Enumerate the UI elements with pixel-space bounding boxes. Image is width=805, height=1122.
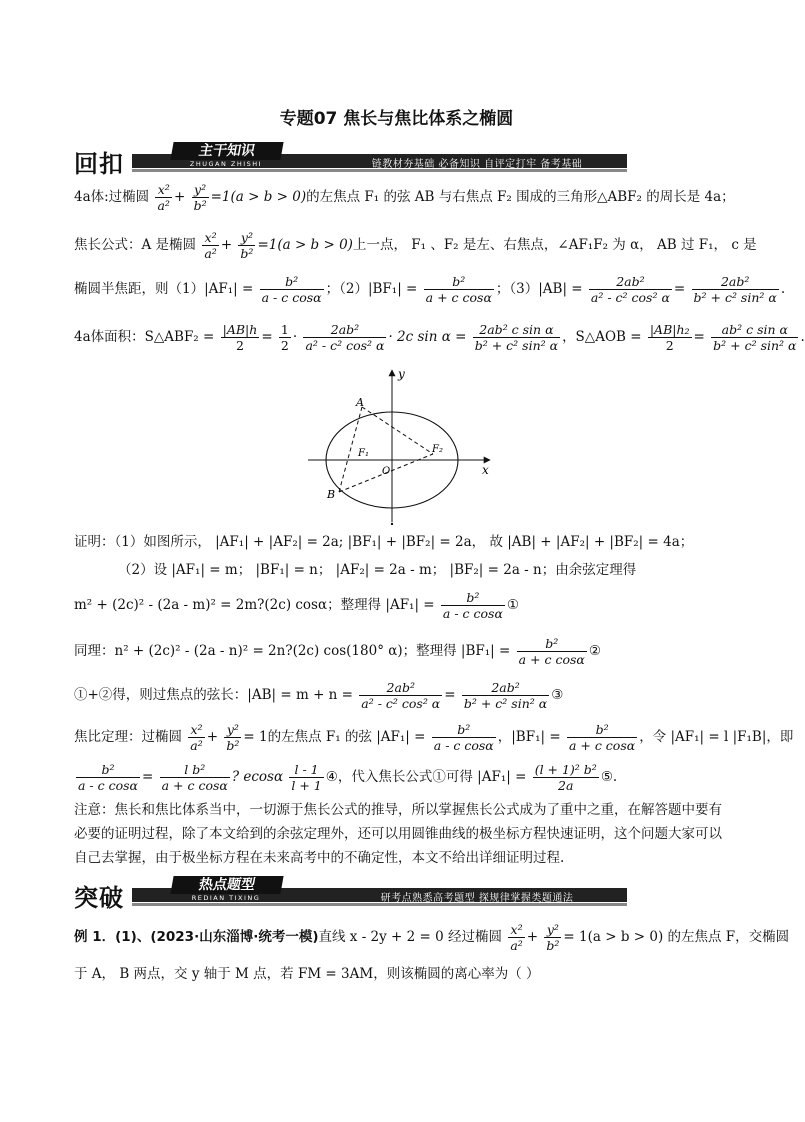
text: 4a体:过椭圆 — [74, 189, 150, 205]
num: y² — [192, 182, 209, 198]
text: ① — [506, 597, 520, 613]
text: 焦长公式：A 是椭圆 — [74, 237, 197, 253]
den: a² — [510, 938, 523, 953]
banner-big-text: 突破 — [74, 884, 124, 912]
dot — [391, 523, 393, 525]
num: l b² — [160, 762, 230, 778]
den: b² — [240, 246, 254, 261]
den: a - c cosα — [78, 778, 138, 793]
fraction — [221, 322, 260, 353]
paragraph-formulas: 椭圆半焦距，则（1）|AF₁| = $\frac{\text{b²}}{\text{a - c cosα}}$ ；（2）|BF₁| = $\frac{\text{b²}}{\text{a + c cosα}}$ ；（3）|AB| = $\frac{\text{2ab²}}{\text{a² - c² cos² α}}$ = $\frac{\text{2ab²}}{\text{b² + c² sin² α}}$ . — [74, 274, 786, 305]
fraction — [711, 322, 798, 353]
label-F1: F₁ — [358, 448, 369, 459]
fraction — [155, 182, 171, 213]
banner-pinyin: REDIAN TIXING — [191, 894, 261, 902]
fraction — [303, 322, 386, 353]
fraction — [462, 680, 549, 711]
den: b² + c² sin² α — [474, 338, 559, 353]
text: ? ecosα — [231, 769, 284, 785]
den: a² - c² cos² α — [305, 338, 385, 353]
num: b² — [441, 590, 505, 606]
paragraph-4a-body: 4a体:过椭圆 $\frac{\text{x²}}{\text{a²}}$ + $\frac{\text{y²}}{\text{b²}}$ =1(a > b > 0)的左焦点 F₁ 的弦 AB 与右焦点 F₂ 围成的三角形△ABF₂ 的周长是 4a； — [74, 182, 735, 213]
num: (l + 1)² b² — [534, 762, 597, 777]
proof-line-4 — [74, 636, 601, 667]
num: ab² c sin α — [711, 322, 798, 338]
den: b² — [546, 938, 560, 953]
label-x: x — [482, 463, 489, 477]
paragraph-area: 4a体面积：S△ABF₂ = $\frac{|AB|h}{2}$ = $\frac{1}{2}$ · $\frac{\text{2ab²}}{\text{a² - c² cos² α}}$ · 2c sin α = $\frac{\text{2ab² c sin α}}{\text{b² + c² sin² α}}$ ，S△AOB = $\frac{\text{|AB|h₂}}{2}$ = $\frac{\text{ab² c sin α}}{\text{b² + c² sin² α}}$ . — [74, 322, 805, 353]
text: ，令 |AF₁| = l |F₁B|，即 — [639, 729, 794, 745]
num: b² — [517, 636, 587, 652]
fraction — [517, 636, 587, 667]
den: a² - c² cos² α — [590, 290, 670, 305]
proof-line-2: （2）设 |AF₁| = m； |BF₁| = n； |AF₂| = 2a - m； |BF₂| = 2a - n；由余弦定理得 — [118, 562, 637, 578]
text: m² + (2c)² - (2a - m)² = 2m?(2c) cosα；整理得 |AF₁| = — [74, 597, 435, 613]
fraction — [508, 922, 524, 953]
den: a - c cosα — [442, 606, 503, 621]
text: 直线 x - 2y + 2 = 0 经过椭圆 — [318, 929, 503, 945]
example-1-line-2: 于 A， B 两点，交 y 轴于 M 点，若 FM = 3AM，则该椭圆的离心率为（ ） — [74, 966, 540, 982]
example-label: 例 1．(1)、(2023·山东淄博·统考一模) — [74, 929, 319, 945]
fraction — [76, 762, 140, 793]
banner-tag: 主干知识 — [170, 142, 283, 160]
text: 4a体面积：S△ABF₂ = — [74, 329, 215, 345]
den: 2a — [558, 778, 574, 793]
text: 椭圆半焦距，则（1）|AF₁| = — [74, 281, 254, 297]
den: b² + c² sin² α — [713, 338, 797, 353]
num: x² — [155, 182, 171, 198]
text: = 1的左焦点 F₁ 的弦 |AF₁| = — [243, 729, 426, 745]
fraction — [589, 274, 672, 305]
fraction — [432, 722, 496, 753]
text: ；（2）|BF₁| = — [325, 281, 418, 297]
num: 2ab² — [589, 274, 672, 290]
num: b² — [424, 274, 494, 290]
text: ③ — [551, 687, 564, 703]
den: a + c cosα — [518, 652, 585, 667]
num: l - 1 — [289, 762, 323, 778]
num: y² — [224, 722, 241, 738]
fraction — [188, 722, 204, 753]
text: = 1(a > b > 0) 的左焦点 F，交椭圆 — [563, 929, 790, 945]
fraction — [359, 680, 442, 711]
ratio-line-1: 焦比定理：过椭圆 $\frac{\text{x²}}{\text{a²}}$ + $\frac{\text{y²}}{\text{b²}}$ = 1的左焦点 F₁ 的弦 |AF₁| = $\frac{\text{b²}}{\text{a - c cosα}}$ ，|BF₁| = $\frac{\text{b²}}{\text{a + c cosα}}$ ，令 |AF₁| = l |F₁B|，即 — [74, 722, 794, 753]
den: a - c cosα — [433, 738, 494, 753]
label-O: O — [382, 466, 391, 477]
label-A: A — [356, 396, 364, 409]
proof-line-3 — [74, 590, 519, 621]
label-y: y — [398, 367, 405, 381]
fraction — [202, 230, 218, 261]
label-B: B — [327, 488, 336, 501]
num: |AB|h₂ — [649, 322, 690, 337]
den: 2 — [235, 338, 244, 353]
fraction — [441, 590, 505, 621]
text: =1(a > b > 0) — [210, 189, 307, 205]
den: a² — [157, 198, 170, 213]
proof-line-5: ①+②得，则过焦点的弦长：|AB| = m + n = $\frac{\text{2ab²}}{\text{a² - c² cos² α}}$ = $\frac{\text{2ab²}}{\text{b² + c² sin² α}}$ ③ — [74, 680, 564, 711]
fraction — [424, 274, 494, 305]
den: l + 1 — [291, 778, 322, 793]
proof-line-1: 证明：（1）如图所示， |AF₁| + |AF₂| = 2a; |BF₁| + |BF₂| = 2a， 故 |AB| + |AF₂| + |BF₂| = 4a； — [74, 534, 694, 550]
den: a + c cosα — [568, 738, 636, 753]
text: 焦比定理：过椭圆 — [74, 729, 182, 745]
num: y² — [544, 922, 561, 938]
den: b² — [193, 198, 207, 213]
den: b² — [226, 738, 240, 753]
fraction — [648, 322, 692, 353]
text: ，S△AOB = — [562, 329, 642, 345]
den: b² + c² sin² α — [693, 290, 777, 305]
fraction — [279, 322, 291, 353]
example-1-line-1: 例 1．(1)、(2023·山东淄博·统考一模)直线 x - 2y + 2 = 0 经过椭圆 $\frac{\text{x²}}{\text{a²}}$ + $\frac{\text{y²}}{\text{b²}}$ = 1(a > b > 0) 的左焦点 F，交椭圆 — [74, 922, 790, 953]
num: b² — [76, 762, 140, 778]
banner-tag: 热点题型 — [170, 876, 283, 894]
num: y² — [238, 230, 255, 246]
page-title: 专题07 焦长与焦比体系之椭圆 — [279, 109, 514, 129]
text: ④，代入焦长公式①可得 |AF₁| = — [325, 769, 527, 785]
den: a² — [204, 246, 217, 261]
fraction — [544, 922, 561, 953]
section-banner-breakthrough — [72, 877, 627, 912]
fraction — [238, 230, 255, 261]
num: 2ab² — [303, 322, 386, 338]
fraction — [260, 274, 324, 305]
fraction — [224, 722, 241, 753]
num: b² — [567, 722, 637, 738]
text: 同理：n² + (2c)² - (2a - n)² = 2n?(2c) cos(180° α)；整理得 |BF₁| = — [74, 643, 511, 659]
note-paragraph: 注意：焦长和焦比体系当中，一切源于焦长公式的推导，所以掌握焦长公式成为了重中之重，在解答题中要有必要的证明过程，除了本文给到的余弦定理外，还可以用圆锥曲线的极坐标方程快速证明，这个问题大家可以自己去掌握，由于极坐标方程在未来高考中的不确定性，本文不给出详细证明过程. — [74, 802, 722, 866]
num: |AB|h — [222, 322, 258, 337]
fraction — [533, 762, 599, 793]
banner-pinyin: ZHUGAN ZHISHI — [189, 160, 263, 168]
text: 的左焦点 F₁ 的弦 AB 与右焦点 F₂ 围成的三角形△ABF₂ 的周长是 4a； — [306, 189, 735, 205]
section-banner-review — [72, 143, 627, 178]
num: 2ab² — [462, 680, 549, 696]
text: . — [780, 281, 786, 297]
text: 上一点， F₁ 、F₂ 是左、右焦点，∠AF₁F₂ 为 α， AB 过 F₁， c 是 — [352, 237, 757, 253]
den: 2 — [280, 338, 289, 353]
text: =1(a > b > 0) — [257, 237, 353, 253]
text: . — [800, 329, 805, 345]
den: a + c cosα — [425, 290, 492, 305]
num: b² — [432, 722, 496, 738]
num: b² — [260, 274, 324, 290]
den: a - c cosα — [261, 290, 322, 305]
banner-big-text: 回扣 — [74, 150, 124, 178]
fraction — [192, 182, 209, 213]
text: ，|BF₁| = — [497, 729, 561, 745]
num: 2ab² — [359, 680, 442, 696]
text: ①+②得，则过焦点的弦长：|AB| = m + n = — [74, 687, 353, 703]
banner-slogan: 链教材夯基础 必备知识 自评定打牢 备考基础 — [371, 159, 583, 170]
den: a² — [190, 738, 203, 753]
num: x² — [202, 230, 218, 246]
text: · 2c sin α = — [388, 329, 467, 345]
num: 1 — [280, 322, 289, 337]
num: 2ab² — [692, 274, 779, 290]
fraction — [160, 762, 230, 793]
den: a² - c² cos² α — [361, 696, 441, 711]
den: a + c cosα — [161, 778, 228, 793]
den: b² + c² sin² α — [463, 696, 548, 711]
den: 2 — [665, 338, 674, 353]
ratio-line-2: $\frac{\text{b²}}{\text{a - c cosα}}$ = $\frac{\text{l b²}}{\text{a + c cosα}}$ ? ecosα $\frac{l - 1}{l + 1}$ ④，代入焦长公式①可得 |AF₁| = $\frac{\text{(l + 1)² b²}}{2a}$ ⑤. — [78, 762, 618, 793]
num: x² — [508, 922, 524, 938]
paragraph-focal-length: 焦长公式：A 是椭圆 $\frac{\text{x²}}{\text{a²}}$ + $\frac{\text{y²}}{\text{b²}}$ =1(a > b > 0)上一点， F₁ 、F₂ 是左、右焦点，∠AF₁F₂ 为 α， AB 过 F₁， c 是 — [74, 230, 757, 261]
num: x² — [188, 722, 204, 738]
fraction — [473, 322, 560, 353]
fraction — [567, 722, 637, 753]
text: ⑤. — [600, 769, 618, 785]
num: 2ab² c sin α — [473, 322, 560, 338]
ellipse-figure — [300, 366, 500, 526]
text: ② — [588, 643, 601, 659]
banner-slogan: 研考点熟悉高考题型 探规律掌握类题通法 — [380, 893, 574, 904]
fraction — [289, 762, 323, 793]
text: ；（3）|AB| = — [495, 281, 583, 297]
label-F2: F₂ — [432, 444, 443, 455]
fraction — [692, 274, 779, 305]
